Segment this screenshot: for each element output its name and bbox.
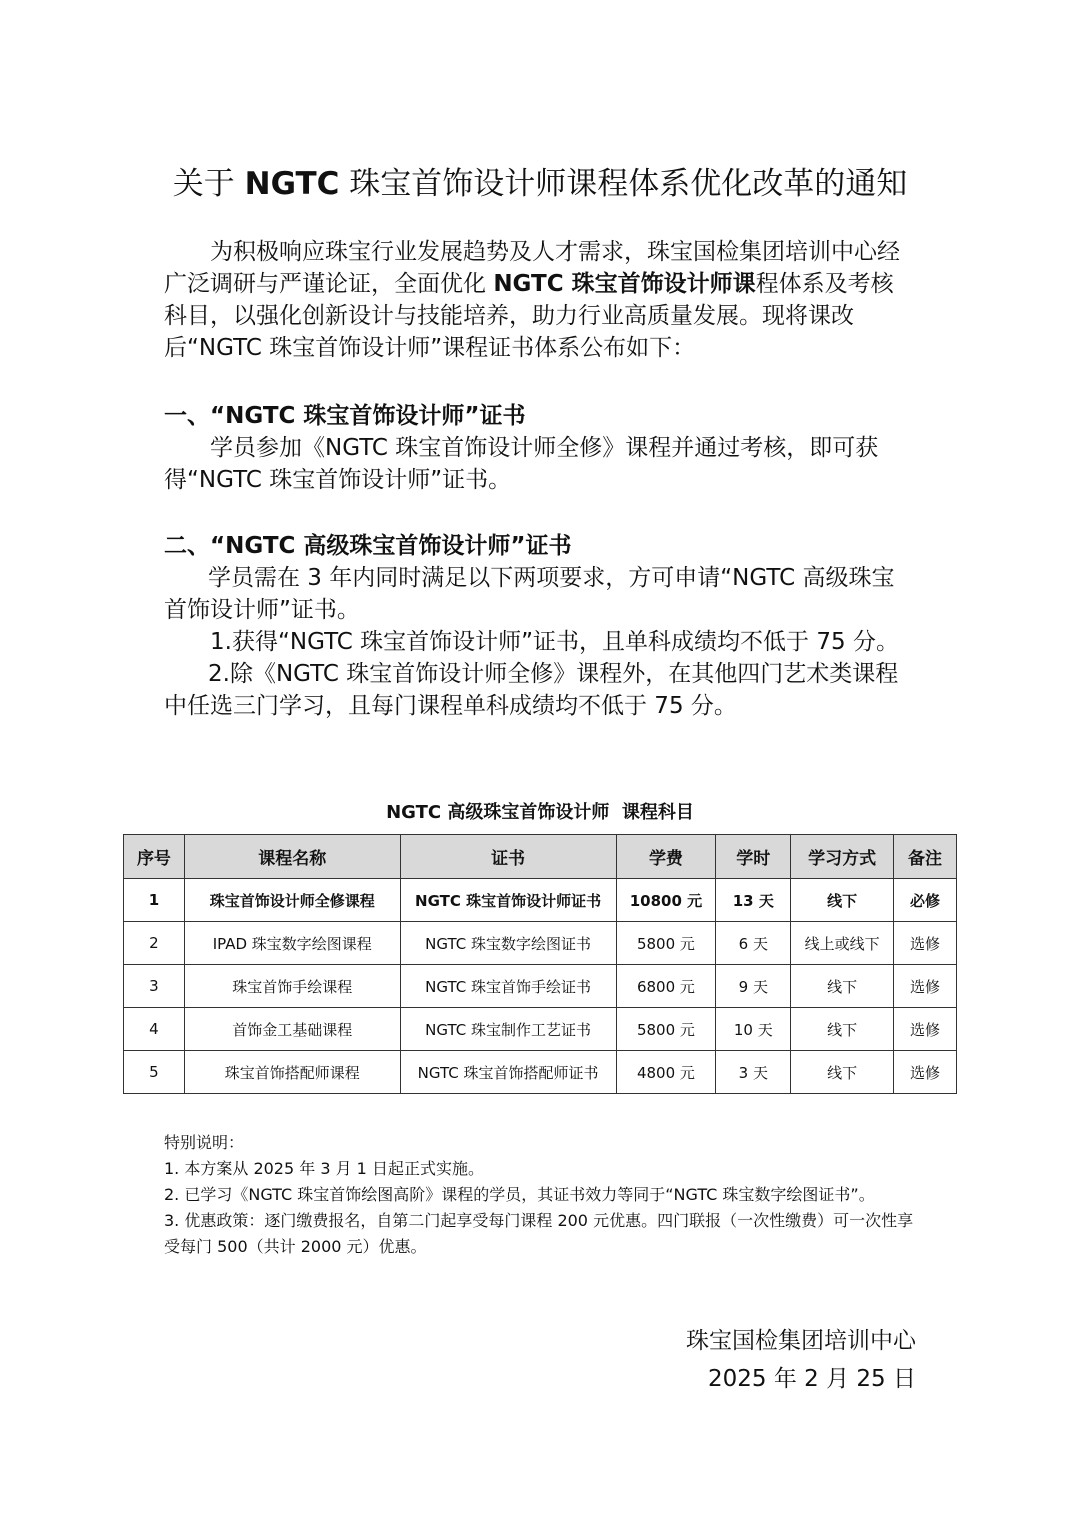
- cell-study-mode: 线下: [791, 1051, 894, 1094]
- requirement-item-2: 2.除《NGTC 珠宝首饰设计师全修》课程外，在其他四门艺术类课程中任选三门学习，且每门课程单科成绩均不低于 75 分。: [164, 661, 899, 719]
- cell-remark: 选修: [894, 965, 957, 1008]
- intro-text-1: 为积极响应珠宝行业发展趋势及人才需求，珠宝国检集团培训中心经广泛调研与严谨论证，全面优化: [164, 239, 900, 297]
- requirement-item-1: 1.获得“NGTC 珠宝首饰设计师”证书，且单科成绩均不低于 75 分。: [210, 629, 899, 655]
- intro-paragraph: [164, 236, 916, 364]
- header-certificate: 证书: [400, 835, 616, 879]
- cell-study-mode: 线上或线下: [791, 922, 894, 965]
- cell-remark: 选修: [894, 1008, 957, 1051]
- table-row: [124, 922, 957, 965]
- cell-remark: 必修: [894, 879, 957, 922]
- cell-index: 3: [124, 965, 185, 1008]
- cell-course-name: 珠宝首饰搭配师课程: [184, 1051, 400, 1094]
- cell-hours: 9 天: [716, 965, 791, 1008]
- cell-certificate: NGTC 珠宝数字绘图证书: [400, 922, 616, 965]
- section-1: [164, 400, 916, 496]
- header-remark: 备注: [894, 835, 957, 879]
- cell-hours: 10 天: [716, 1008, 791, 1051]
- cell-index: 4: [124, 1008, 185, 1051]
- cell-tuition: 10800 元: [616, 879, 716, 922]
- cell-study-mode: 线下: [791, 879, 894, 922]
- table-row: [124, 1051, 957, 1094]
- header-course-name: 课程名称: [184, 835, 400, 879]
- note-item-2: 2. 已学习《NGTC 珠宝首饰绘图高阶》课程的学员，其证书效力等同于“NGTC 珠宝数字绘图证书”。: [164, 1185, 875, 1204]
- header-study-mode: 学习方式: [791, 835, 894, 879]
- note-item-3: 3. 优惠政策：逐门缴费报名，自第二门起享受每门课程 200 元优惠。四门联报（一次性缴费）可一次性享受每门 500（共计 2000 元）优惠。: [164, 1211, 914, 1256]
- page-title: [0, 162, 1080, 206]
- cell-tuition: 5800 元: [616, 922, 716, 965]
- signature-org: 珠宝国检集团培训中心: [686, 1328, 916, 1354]
- cell-tuition: 6800 元: [616, 965, 716, 1008]
- cell-course-name: 首饰金工基础课程: [184, 1008, 400, 1051]
- table-caption: NGTC 高级珠宝首饰设计师 课程科目: [386, 802, 694, 823]
- cell-study-mode: 线下: [791, 1008, 894, 1051]
- cell-course-name: IPAD 珠宝数字绘图课程: [184, 922, 400, 965]
- title-brand: NGTC: [244, 166, 340, 202]
- signature-block: [686, 1322, 916, 1398]
- cell-hours: 13 天: [716, 879, 791, 922]
- cell-study-mode: 线下: [791, 965, 894, 1008]
- title-suffix: 珠宝首饰设计师课程体系优化改革的通知: [339, 166, 908, 202]
- section-1-heading: 一、“NGTC 珠宝首饰设计师”证书: [164, 403, 526, 429]
- section-2-heading: 二、“NGTC 高级珠宝首饰设计师”证书: [164, 533, 572, 559]
- intro-bold: NGTC 珠宝首饰设计师课: [493, 271, 756, 297]
- table-row: [124, 879, 957, 922]
- notes-heading: 特别说明：: [164, 1133, 245, 1152]
- header-hours: 学时: [716, 835, 791, 879]
- title-prefix: 关于: [172, 166, 245, 202]
- cell-tuition: 4800 元: [616, 1051, 716, 1094]
- signature-date: 2025 年 2 月 25 日: [708, 1366, 916, 1392]
- cell-index: 2: [124, 922, 185, 965]
- table-row: [124, 1008, 957, 1051]
- table-row: [124, 965, 957, 1008]
- cell-hours: 6 天: [716, 922, 791, 965]
- note-item-1: 1. 本方案从 2025 年 3 月 1 日起正式实施。: [164, 1159, 484, 1178]
- course-table: [123, 834, 957, 1094]
- cell-tuition: 5800 元: [616, 1008, 716, 1051]
- header-tuition: 学费: [616, 835, 716, 879]
- special-notes: [164, 1130, 920, 1260]
- table-header-row: [124, 835, 957, 879]
- section-1-body: 学员参加《NGTC 珠宝首饰设计师全修》课程并通过考核，即可获得“NGTC 珠宝首饰设计师”证书。: [164, 435, 879, 493]
- cell-index: 5: [124, 1051, 185, 1094]
- cell-certificate: NGTC 珠宝首饰手绘证书: [400, 965, 616, 1008]
- section-2-body: 学员需在 3 年内同时满足以下两项要求，方可申请“NGTC 高级珠宝首饰设计师”证书。: [164, 565, 895, 623]
- intro-text-2: 程体系及考核科目，以强化创新设计与技能培养，助力行业高质量发展。现将课改后“NGTC 珠宝首饰设计师”课程证书体系公布如下：: [164, 271, 894, 361]
- cell-course-name: 珠宝首饰设计师全修课程: [184, 879, 400, 922]
- cell-certificate: NGTC 珠宝制作工艺证书: [400, 1008, 616, 1051]
- cell-certificate: NGTC 珠宝首饰搭配师证书: [400, 1051, 616, 1094]
- cell-remark: 选修: [894, 1051, 957, 1094]
- cell-hours: 3 天: [716, 1051, 791, 1094]
- cell-remark: 选修: [894, 922, 957, 965]
- section-2: [164, 530, 916, 722]
- cell-index: 1: [124, 879, 185, 922]
- cell-course-name: 珠宝首饰手绘课程: [184, 965, 400, 1008]
- cell-certificate: NGTC 珠宝首饰设计师证书: [400, 879, 616, 922]
- header-index: 序号: [124, 835, 185, 879]
